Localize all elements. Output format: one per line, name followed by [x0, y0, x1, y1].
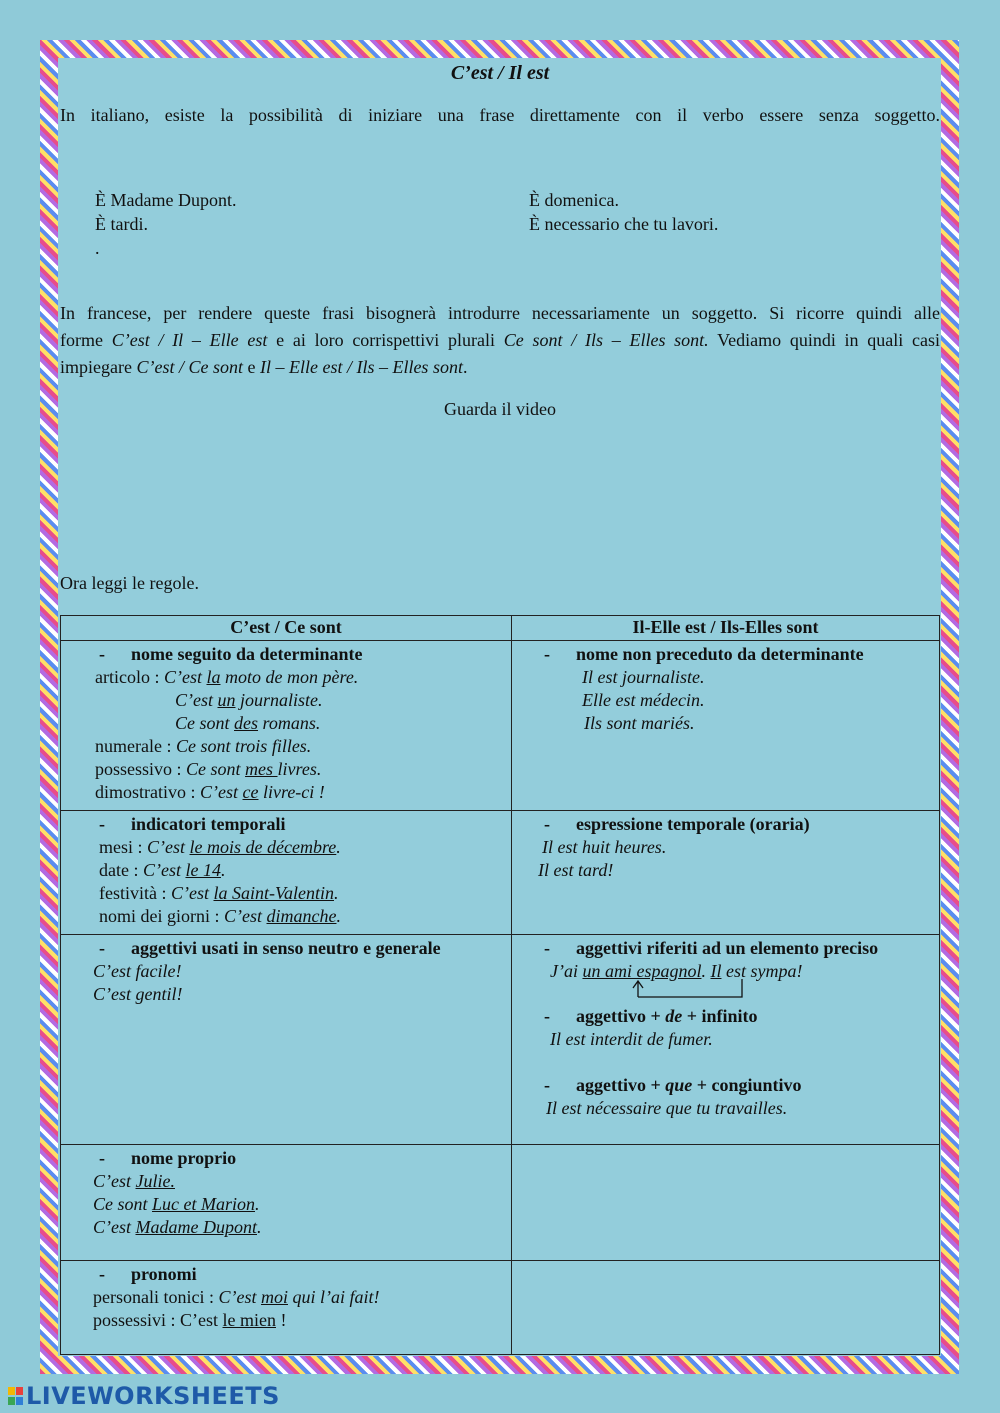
example-line: Ce sont des romans. [175, 713, 321, 733]
example-line: Il est huit heures. [542, 837, 667, 857]
reference-arrow [544, 983, 931, 1005]
table-row [61, 1145, 940, 1261]
example-line: Il est tard! [538, 860, 614, 880]
example-line: Ce sont Luc et Marion. [93, 1194, 260, 1214]
intro-italian: In italiano, esiste la possibilità di iniziare una frase direttamente con il verbo essere senza soggetto. [60, 105, 940, 125]
example-line: Elle est médecin. [582, 690, 705, 710]
example-line: Il est journaliste. [582, 667, 705, 687]
example-line: È Madame Dupont. [95, 190, 237, 210]
example-line: possessivo : Ce sont mes livres. [95, 759, 322, 779]
table-cell [512, 935, 940, 1145]
example-line: date : C’est le 14. [99, 860, 226, 880]
table-cell [61, 1145, 512, 1261]
table-cell [61, 1261, 512, 1355]
table-cell [61, 641, 512, 811]
example-line: festività : C’est la Saint-Valentin. [99, 883, 339, 903]
rule-heading: - nome non preceduto da determinante [544, 644, 864, 664]
example-line: C’est Madame Dupont. [93, 1217, 262, 1237]
example-line: Ils sont mariés. [584, 713, 695, 733]
example-line: Il est nécessaire que tu travailles. [546, 1098, 788, 1118]
table-row [61, 641, 940, 811]
rule-heading: - indicatori temporali [99, 814, 286, 834]
example-line: dimostrativo : C’est ce livre-ci ! [95, 782, 325, 802]
example-line: È domenica. [529, 190, 619, 210]
example-line: C’est Julie. [93, 1171, 175, 1191]
table-cell [512, 1145, 940, 1261]
video-label[interactable]: Guarda il video [444, 399, 556, 419]
table-cell [61, 811, 512, 935]
example-line: C’est gentil! [93, 984, 183, 1004]
table-header-row [61, 616, 940, 641]
brand-text: LIVEWORKSHEETS [26, 1382, 280, 1410]
example-line: È necessario che tu lavori. [529, 214, 719, 234]
rule-heading: - aggettivo + de + infinito [544, 1006, 758, 1026]
intro-french [60, 300, 940, 381]
rule-heading: - nome seguito da determinante [99, 644, 363, 664]
rule-heading: - aggettivi usati in senso neutro e generale [99, 938, 441, 958]
table-row [61, 935, 940, 1145]
rule-heading: - aggettivi riferiti ad un elemento preciso [544, 938, 879, 958]
rules-table [60, 615, 940, 1355]
table-cell [61, 935, 512, 1145]
intro-french-line3: impiegare C’est / Ce sont e Il – Elle est / Ils – Elles sont. [60, 357, 468, 377]
example-line: personali tonici : C’est moi qui l’ai fait! [93, 1287, 380, 1307]
rule-heading: - espressione temporale (oraria) [544, 814, 810, 834]
rule-heading: - pronomi [99, 1264, 197, 1284]
table-row [61, 1261, 940, 1355]
rule-heading: - nome proprio [99, 1148, 237, 1168]
example-line: C’est un journaliste. [175, 690, 323, 710]
page-title: C’est / Il est [450, 62, 550, 84]
example-line: mesi : C’est le mois de décembre. [99, 837, 341, 857]
example-line: Il est interdit de fumer. [550, 1029, 713, 1049]
logo-icon [8, 1385, 24, 1407]
arrow-up-icon [624, 977, 844, 999]
example-line: possessivi : C’est le mien ! [93, 1310, 287, 1330]
column-header-il-est: Il-Elle est / Ils-Elles sont [512, 616, 940, 641]
example-line: C’est facile! [93, 961, 182, 981]
example-line: . [95, 238, 100, 258]
liveworksheets-logo[interactable] [8, 1382, 280, 1410]
table-row [61, 811, 940, 935]
intro-french-line2: forme C’est / Il – Elle est e ai loro corrispettivi plurali Ce sont / Ils – Elles sont. Vediamo quindi in quali casi [60, 330, 941, 350]
example-line: È tardi. [95, 214, 148, 234]
rule-heading: - aggettivo + que + congiuntivo [544, 1075, 802, 1095]
intro-french-line1: In francese, per rendere queste frasi bisognerà introdurre necessariamente un soggetto. Si ricorre quindi alle [60, 303, 940, 323]
read-rules-label: Ora leggi le regole. [60, 573, 199, 593]
column-header-cest: C’est / Ce sont [61, 616, 512, 641]
table-cell [512, 641, 940, 811]
example-line: J’ai un ami espagnol. Il est sympa! [550, 961, 803, 981]
example-line: numerale : Ce sont trois filles. [95, 736, 312, 756]
examples-left [95, 188, 236, 260]
examples-right [529, 188, 718, 236]
example-line: articolo : C’est la moto de mon père. [95, 667, 359, 687]
table-cell [512, 1261, 940, 1355]
table-cell [512, 811, 940, 935]
example-line: nomi dei giorni : C’est dimanche. [99, 906, 341, 926]
